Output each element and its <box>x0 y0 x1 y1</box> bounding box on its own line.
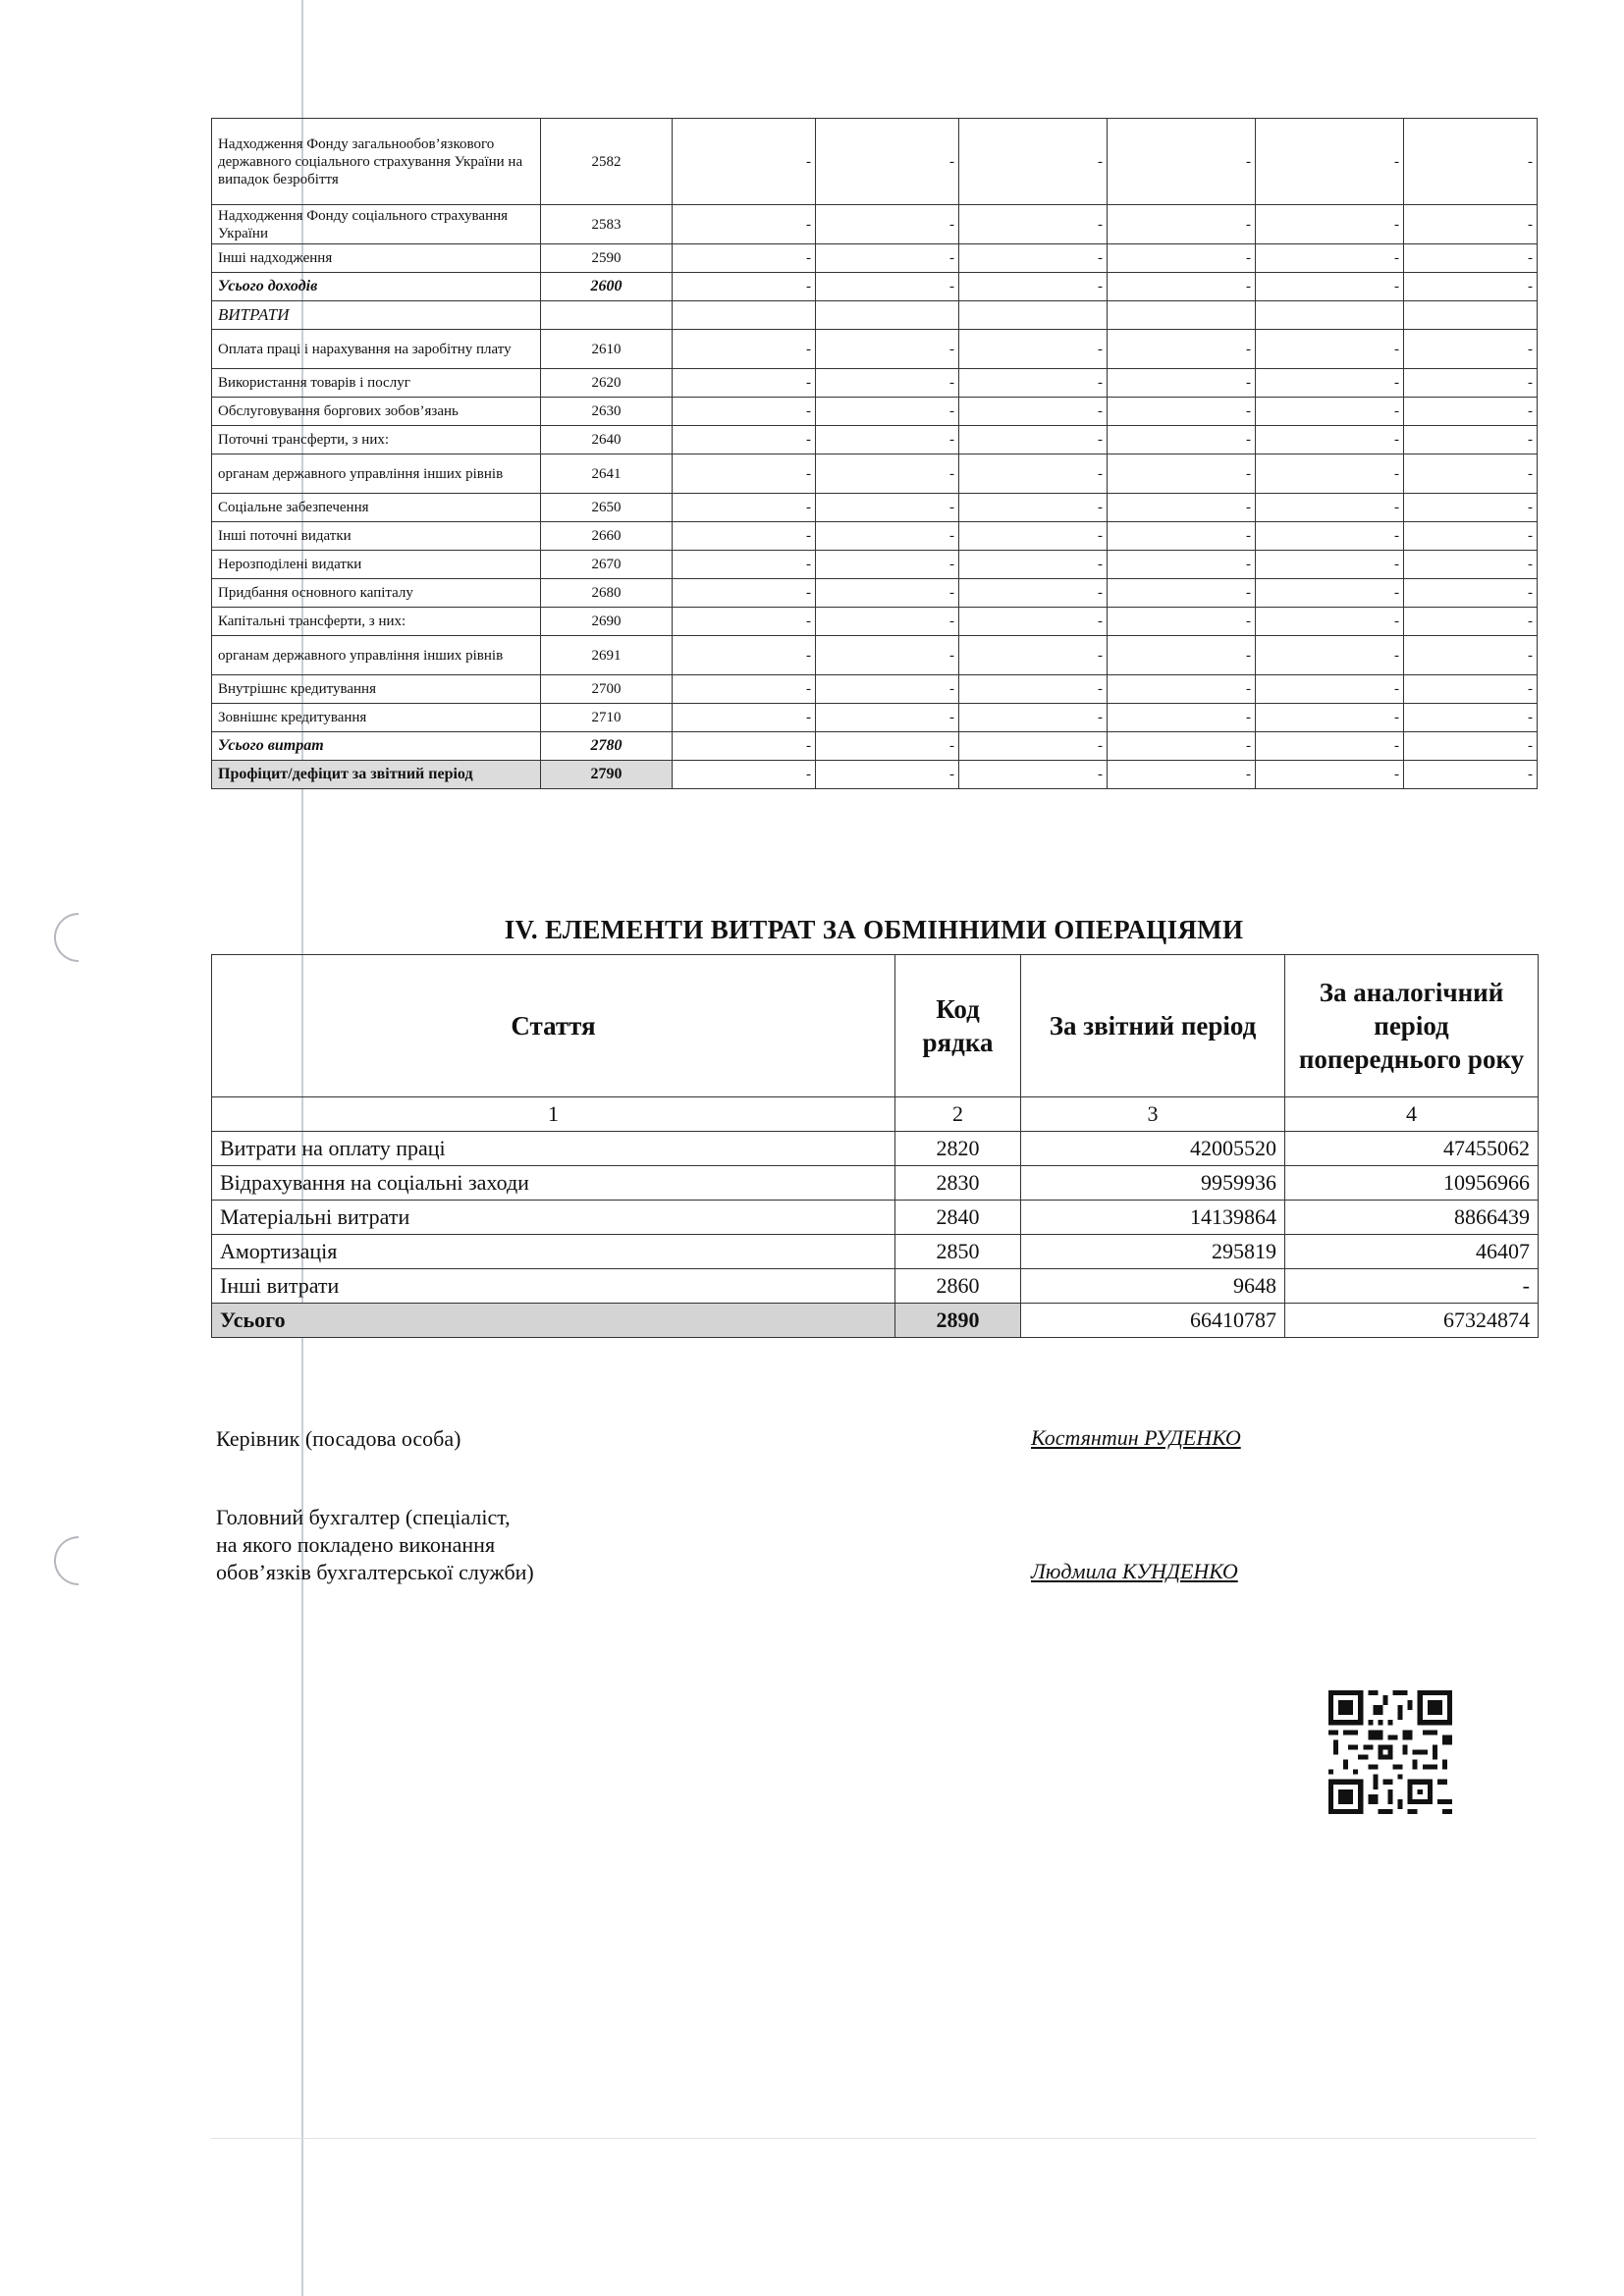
current-value: 14139864 <box>1021 1201 1285 1235</box>
value-cell: - <box>816 579 959 608</box>
total-previous-value: 67324874 <box>1285 1304 1539 1338</box>
value-cell: - <box>1108 119 1256 205</box>
header-previous-period: За аналогічний період попереднього року <box>1285 955 1539 1097</box>
accountant-label-line: Головний бухгалтер (спеціаліст, <box>216 1505 511 1529</box>
total-label: Усього <box>212 1304 895 1338</box>
row-code: 2670 <box>541 551 673 579</box>
value-cell: - <box>816 494 959 522</box>
value-cell: - <box>959 426 1108 454</box>
header-row-code: Код рядка <box>895 955 1021 1097</box>
value-cell: - <box>1404 732 1538 761</box>
value-cell: - <box>673 522 816 551</box>
value-cell: - <box>1256 579 1404 608</box>
table-row <box>212 1132 1539 1166</box>
row-code: 2641 <box>541 454 673 494</box>
table-row <box>212 1269 1539 1304</box>
value-cell: - <box>673 704 816 732</box>
row-code: 2583 <box>541 205 673 244</box>
value-cell: - <box>959 761 1108 789</box>
value-cell: - <box>673 330 816 369</box>
row-code: 2650 <box>541 494 673 522</box>
value-cell: - <box>673 369 816 398</box>
row-code: 2850 <box>895 1235 1021 1269</box>
value-cell: - <box>1404 675 1538 704</box>
value-cell: - <box>816 426 959 454</box>
value-cell: - <box>1256 761 1404 789</box>
value-cell: - <box>1256 704 1404 732</box>
value-cell: - <box>1404 704 1538 732</box>
value-cell: - <box>1404 454 1538 494</box>
value-cell: - <box>1256 205 1404 244</box>
value-cell: - <box>959 494 1108 522</box>
value-cell: - <box>959 398 1108 426</box>
row-label: Нерозподілені видатки <box>212 551 541 579</box>
value-cell: - <box>1256 522 1404 551</box>
previous-value: - <box>1285 1269 1539 1304</box>
income-expense-table <box>211 118 1538 789</box>
previous-value: 10956966 <box>1285 1166 1539 1201</box>
value-cell: - <box>959 551 1108 579</box>
row-label: Матеріальні витрати <box>212 1201 895 1235</box>
value-cell <box>673 301 816 330</box>
row-label: Профіцит/дефіцит за звітний період <box>212 761 541 789</box>
value-cell: - <box>1256 119 1404 205</box>
row-label: Придбання основного капіталу <box>212 579 541 608</box>
value-cell: - <box>1108 675 1256 704</box>
value-cell: - <box>1108 398 1256 426</box>
current-value: 9648 <box>1021 1269 1285 1304</box>
table-row <box>212 579 1538 608</box>
value-cell: - <box>959 732 1108 761</box>
value-cell: - <box>816 608 959 636</box>
value-cell: - <box>1108 551 1256 579</box>
table-row <box>212 398 1538 426</box>
value-cell: - <box>673 551 816 579</box>
value-cell <box>1108 301 1256 330</box>
row-code: 2600 <box>541 273 673 301</box>
value-cell: - <box>1404 398 1538 426</box>
row-code: 2660 <box>541 522 673 551</box>
section-iv-title: IV. ЕЛЕМЕНТИ ВИТРАТ ЗА ОБМІННИМИ ОПЕРАЦІЯМИ <box>504 915 1244 944</box>
row-label: Усього доходів <box>212 273 541 301</box>
value-cell: - <box>1256 244 1404 273</box>
value-cell: - <box>1108 732 1256 761</box>
row-label: Амортизація <box>212 1235 895 1269</box>
total-row <box>212 1304 1539 1338</box>
value-cell: - <box>1404 273 1538 301</box>
accountant-name: Людмила КУНДЕНКО <box>1031 1559 1238 1583</box>
row-label: Обслуговування боргових зобов’язань <box>212 398 541 426</box>
value-cell: - <box>959 636 1108 675</box>
row-code: 2640 <box>541 426 673 454</box>
value-cell: - <box>816 761 959 789</box>
value-cell: - <box>673 675 816 704</box>
table-row <box>212 522 1538 551</box>
value-cell: - <box>673 205 816 244</box>
value-cell: - <box>959 522 1108 551</box>
value-cell: - <box>1256 551 1404 579</box>
value-cell: - <box>1256 732 1404 761</box>
table-row <box>212 761 1538 789</box>
footer-divider <box>211 2138 1537 2139</box>
value-cell: - <box>816 704 959 732</box>
value-cell: - <box>1108 608 1256 636</box>
value-cell: - <box>1256 454 1404 494</box>
row-code: 2691 <box>541 636 673 675</box>
row-label: Інші надходження <box>212 244 541 273</box>
row-label: Поточні трансферти, з них: <box>212 426 541 454</box>
previous-value: 46407 <box>1285 1235 1539 1269</box>
row-label: ВИТРАТИ <box>212 301 541 330</box>
table-row <box>212 244 1538 273</box>
value-cell: - <box>1256 398 1404 426</box>
table-row <box>212 205 1538 244</box>
column-number: 2 <box>895 1097 1021 1132</box>
table-row <box>212 330 1538 369</box>
value-cell: - <box>1108 761 1256 789</box>
value-cell: - <box>1256 675 1404 704</box>
value-cell: - <box>816 330 959 369</box>
row-label: Соціальне забезпечення <box>212 494 541 522</box>
value-cell: - <box>673 454 816 494</box>
value-cell: - <box>673 579 816 608</box>
value-cell: - <box>816 454 959 494</box>
value-cell: - <box>673 273 816 301</box>
value-cell: - <box>1108 522 1256 551</box>
row-label: Інші витрати <box>212 1269 895 1304</box>
current-value: 295819 <box>1021 1235 1285 1269</box>
value-cell: - <box>1404 244 1538 273</box>
table-row <box>212 636 1538 675</box>
value-cell: - <box>673 608 816 636</box>
value-cell: - <box>1404 761 1538 789</box>
row-label: Зовнішнє кредитування <box>212 704 541 732</box>
head-label: Керівник (посадова особа) <box>216 1426 461 1451</box>
value-cell <box>816 301 959 330</box>
value-cell: - <box>959 704 1108 732</box>
accountant-label-line: на якого покладено виконання <box>216 1532 496 1557</box>
row-code: 2590 <box>541 244 673 273</box>
value-cell: - <box>1108 494 1256 522</box>
row-code: 2790 <box>541 761 673 789</box>
row-code: 2690 <box>541 608 673 636</box>
punch-hole-top <box>44 903 114 973</box>
value-cell: - <box>959 454 1108 494</box>
row-label: Усього витрат <box>212 732 541 761</box>
table-row <box>212 273 1538 301</box>
value-cell: - <box>816 522 959 551</box>
header-current-period: За звітний період <box>1021 955 1285 1097</box>
value-cell: - <box>1256 369 1404 398</box>
table-row <box>212 732 1538 761</box>
value-cell: - <box>959 273 1108 301</box>
value-cell: - <box>816 732 959 761</box>
row-label: Надходження Фонду загальнообов’язкового державного соціального страхування України на випадок безробіття <box>212 119 541 205</box>
value-cell: - <box>673 761 816 789</box>
row-label: органам державного управління інших рівнів <box>212 454 541 494</box>
row-code: 2830 <box>895 1166 1021 1201</box>
value-cell: - <box>959 608 1108 636</box>
value-cell: - <box>673 732 816 761</box>
value-cell: - <box>816 675 959 704</box>
row-label: Внутрішнє кредитування <box>212 675 541 704</box>
total-code: 2890 <box>895 1304 1021 1338</box>
current-value: 9959936 <box>1021 1166 1285 1201</box>
row-label: Інші поточні видатки <box>212 522 541 551</box>
value-cell: - <box>959 205 1108 244</box>
row-label: органам державного управління інших рівнів <box>212 636 541 675</box>
value-cell: - <box>673 398 816 426</box>
table-row <box>212 119 1538 205</box>
value-cell: - <box>816 398 959 426</box>
value-cell: - <box>959 675 1108 704</box>
table-row <box>212 608 1538 636</box>
value-cell: - <box>1404 579 1538 608</box>
value-cell: - <box>816 244 959 273</box>
value-cell: - <box>1404 330 1538 369</box>
table-row <box>212 551 1538 579</box>
value-cell: - <box>1108 369 1256 398</box>
row-label: Капітальні трансферти, з них: <box>212 608 541 636</box>
row-code: 2710 <box>541 704 673 732</box>
header-article: Стаття <box>212 955 895 1097</box>
row-code: 2780 <box>541 732 673 761</box>
head-name: Костянтин РУДЕНКО <box>1031 1425 1241 1450</box>
row-code: 2820 <box>895 1132 1021 1166</box>
value-cell: - <box>1404 551 1538 579</box>
value-cell: - <box>816 636 959 675</box>
qr-code-icon <box>1328 1690 1452 1814</box>
row-code: 2700 <box>541 675 673 704</box>
expense-elements-table <box>211 954 1539 1338</box>
value-cell: - <box>1404 119 1538 205</box>
value-cell: - <box>1108 205 1256 244</box>
value-cell: - <box>959 579 1108 608</box>
table-row <box>212 454 1538 494</box>
value-cell: - <box>1404 426 1538 454</box>
table-row <box>212 426 1538 454</box>
table-row <box>212 1235 1539 1269</box>
table-row <box>212 301 1538 330</box>
table-row <box>212 494 1538 522</box>
table-row <box>212 1201 1539 1235</box>
row-code: 2582 <box>541 119 673 205</box>
row-code: 2610 <box>541 330 673 369</box>
value-cell: - <box>1404 494 1538 522</box>
value-cell: - <box>1108 636 1256 675</box>
column-number-row <box>212 1097 1539 1132</box>
table-row <box>212 704 1538 732</box>
row-label: Відрахування на соціальні заходи <box>212 1166 895 1201</box>
value-cell: - <box>816 119 959 205</box>
value-cell <box>959 301 1108 330</box>
value-cell: - <box>673 636 816 675</box>
value-cell: - <box>1108 244 1256 273</box>
value-cell: - <box>673 494 816 522</box>
value-cell: - <box>1404 608 1538 636</box>
row-code <box>541 301 673 330</box>
row-code: 2840 <box>895 1201 1021 1235</box>
table-row <box>212 369 1538 398</box>
total-current-value: 66410787 <box>1021 1304 1285 1338</box>
row-code: 2680 <box>541 579 673 608</box>
table-header-row <box>212 955 1539 1097</box>
value-cell: - <box>673 426 816 454</box>
value-cell: - <box>1404 636 1538 675</box>
punch-hole-bottom <box>44 1526 114 1596</box>
table-row <box>212 675 1538 704</box>
value-cell: - <box>816 551 959 579</box>
value-cell: - <box>1108 454 1256 494</box>
value-cell: - <box>1256 273 1404 301</box>
value-cell <box>1404 301 1538 330</box>
value-cell: - <box>1256 426 1404 454</box>
value-cell: - <box>959 330 1108 369</box>
row-label: Витрати на оплату праці <box>212 1132 895 1166</box>
value-cell: - <box>1108 273 1256 301</box>
value-cell: - <box>1108 579 1256 608</box>
value-cell: - <box>673 119 816 205</box>
row-label: Використання товарів і послуг <box>212 369 541 398</box>
value-cell: - <box>1256 608 1404 636</box>
value-cell: - <box>959 119 1108 205</box>
value-cell: - <box>1256 636 1404 675</box>
row-code: 2630 <box>541 398 673 426</box>
value-cell: - <box>673 244 816 273</box>
value-cell: - <box>1108 704 1256 732</box>
value-cell: - <box>1256 494 1404 522</box>
row-label: Оплата праці і нарахування на заробітну плату <box>212 330 541 369</box>
previous-value: 47455062 <box>1285 1132 1539 1166</box>
previous-value: 8866439 <box>1285 1201 1539 1235</box>
value-cell: - <box>816 205 959 244</box>
value-cell: - <box>1108 426 1256 454</box>
value-cell: - <box>1256 330 1404 369</box>
value-cell: - <box>816 369 959 398</box>
accountant-label-line: обов’язків бухгалтерської служби) <box>216 1560 534 1584</box>
value-cell: - <box>1404 205 1538 244</box>
value-cell: - <box>1108 330 1256 369</box>
value-cell <box>1256 301 1404 330</box>
table-row <box>212 1166 1539 1201</box>
value-cell: - <box>959 369 1108 398</box>
value-cell: - <box>1404 522 1538 551</box>
column-number: 3 <box>1021 1097 1285 1132</box>
row-label: Надходження Фонду соціального страхування України <box>212 205 541 244</box>
value-cell: - <box>1404 369 1538 398</box>
value-cell: - <box>959 244 1108 273</box>
row-code: 2620 <box>541 369 673 398</box>
column-number: 1 <box>212 1097 895 1132</box>
column-number: 4 <box>1285 1097 1539 1132</box>
row-code: 2860 <box>895 1269 1021 1304</box>
current-value: 42005520 <box>1021 1132 1285 1166</box>
value-cell: - <box>816 273 959 301</box>
